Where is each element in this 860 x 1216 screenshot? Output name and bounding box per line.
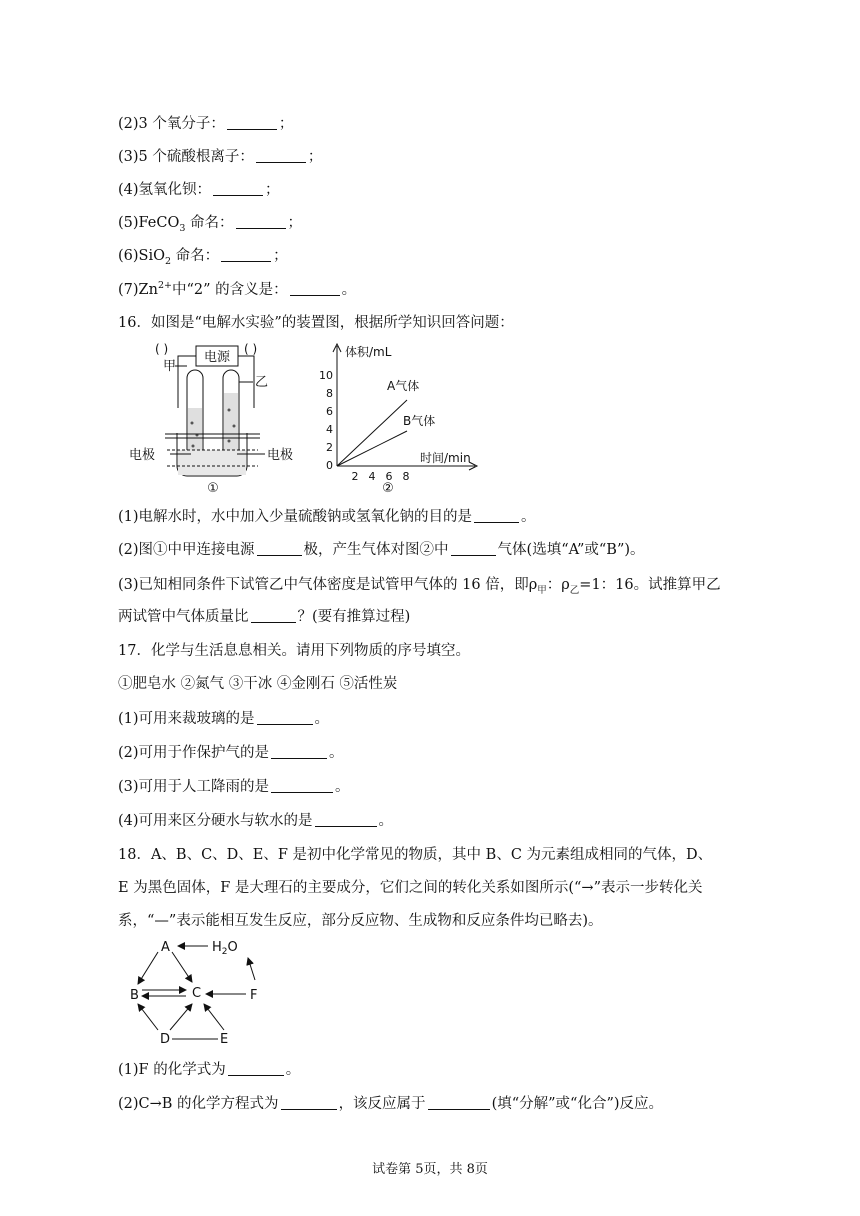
answer-blank[interactable] — [315, 812, 377, 827]
electrolysis-apparatus-figure — [125, 338, 305, 498]
q17-stem: 17．化学与生活息息相关。请用下列物质的序号填空。 — [118, 643, 470, 659]
x-tick: 2 — [351, 470, 359, 483]
q17-sub-3: (3)可用于人工降雨的是 。 — [118, 779, 350, 795]
line-a-label: A气体 — [387, 379, 420, 393]
q18-stem-line-3: 系，“—”表示能相互发生反应，部分反应物、生成物和反应条件均已略去)。 — [118, 913, 603, 929]
power-label: 电源 — [203, 350, 231, 365]
node-f: F — [250, 988, 258, 1003]
node-a: A — [161, 940, 170, 955]
node-c: C — [192, 986, 202, 1001]
q17-options: ①肥皂水 ②氮气 ③干冰 ④金刚石 ⑤活性炭 — [118, 676, 398, 692]
y-tick: 0 — [326, 459, 333, 472]
line-b — [337, 431, 407, 466]
q16-sub-1: (1)电解水时，水中加入少量硫酸钠或氢氧化钠的目的是 。 — [118, 509, 536, 525]
q18-stem-line-1: 18．A、B、C、D、E、F 是初中化学常见的物质，其中 B、C 为元素组成相同的气体，D、 — [118, 847, 713, 863]
answer-blank[interactable] — [236, 214, 286, 229]
q15-item-4: (4)氢氧化钡： ； — [118, 182, 280, 198]
answer-blank[interactable] — [474, 508, 519, 523]
answer-blank[interactable] — [251, 608, 296, 623]
tube-right-label: 乙 — [255, 375, 269, 390]
y-tick: 10 — [319, 369, 333, 382]
answer-blank[interactable] — [228, 1061, 284, 1076]
y-tick: 2 — [326, 441, 333, 454]
answer-blank[interactable] — [290, 281, 340, 296]
node-e: E — [220, 1032, 229, 1047]
q15-item-2: (2)3 个氧分子： ； — [118, 116, 294, 132]
q18-sub-2: (2)C→B 的化学方程式为 ，该反应属于 (填“分解”或“化合”)反应。 — [118, 1096, 664, 1112]
gas-volume-graph — [315, 338, 485, 498]
node-h2o: $H_2O$ — [212, 940, 238, 957]
paren-right: ( ) — [244, 342, 258, 356]
line-a — [337, 400, 407, 466]
y-tick: 6 — [326, 405, 333, 418]
q17-sub-4: (4)可用来区分硬水与软水的是 。 — [118, 813, 394, 829]
q15-item-7: $(7)Zn^{2+}$中“2” 的含义是： 。 — [118, 280, 357, 298]
y-axis-label: 体积/mL — [345, 345, 392, 359]
figure-caption: ② — [382, 481, 394, 496]
q16-sub-2: (2)图①中甲连接电源 极，产生气体对图②中 气体(选填“A”或“B”)。 — [118, 542, 645, 558]
conversion-relation-diagram — [120, 932, 280, 1052]
line-b-label: B气体 — [403, 414, 436, 428]
answer-blank[interactable] — [257, 541, 302, 556]
y-tick: 8 — [326, 387, 333, 400]
answer-blank[interactable] — [256, 148, 306, 163]
q18-stem-line-2: E 为黑色固体，F 是大理石的主要成分，它们之间的转化关系如图所示(“→”表示一步转化关 — [118, 880, 703, 896]
q16-sub-3-line-2: 两试管中气体质量比 ？(要有推算过程) — [118, 609, 411, 625]
y-tick: 4 — [326, 423, 333, 436]
q16-stem: 16．如图是“电解水实验”的装置图，根据所学知识回答问题： — [118, 315, 514, 331]
q15-item-3: (3)5 个硫酸根离子： ； — [118, 149, 323, 165]
q15-item-6: (6)SiO$_2$ 命名： ； — [118, 248, 288, 267]
x-tick: 8 — [402, 470, 410, 483]
q15-item-5: (5)FeCO$_3$ 命名： ； — [118, 215, 303, 234]
answer-blank[interactable] — [213, 181, 263, 196]
x-tick: 4 — [368, 470, 376, 483]
paren-left: ( ) — [155, 342, 169, 356]
x-axis-label: 时间/min — [420, 451, 471, 465]
answer-blank[interactable] — [451, 541, 496, 556]
answer-blank[interactable] — [428, 1095, 490, 1110]
q17-sub-2: (2)可用于作保护气的是 。 — [118, 745, 344, 761]
answer-blank[interactable] — [221, 247, 271, 262]
q17-sub-1: (1)可用来裁玻璃的是 。 — [118, 711, 330, 727]
answer-blank[interactable] — [257, 710, 313, 725]
electrode-left-label: 电极 — [129, 448, 156, 463]
answer-blank[interactable] — [281, 1095, 337, 1110]
page-footer: 试卷第 5页，共 8页 — [372, 1162, 488, 1177]
figure-caption: ① — [207, 481, 219, 496]
q18-sub-1: (1)F 的化学式为 。 — [118, 1062, 301, 1078]
node-b: B — [130, 988, 139, 1003]
tube-left-label: 甲 — [163, 359, 177, 374]
answer-blank[interactable] — [271, 744, 327, 759]
node-d: D — [160, 1032, 171, 1047]
x-tick: 6 — [385, 470, 393, 483]
answer-blank[interactable] — [271, 778, 333, 793]
answer-blank[interactable] — [227, 115, 277, 130]
electrode-right-label: 电极 — [267, 448, 294, 463]
q16-sub-3-line-1: (3)已知相同条件下试管乙中气体密度是试管甲气体的 16 倍，即$\rho_甲$：$\rho_乙=1$：16。试推算甲乙 — [118, 577, 721, 596]
